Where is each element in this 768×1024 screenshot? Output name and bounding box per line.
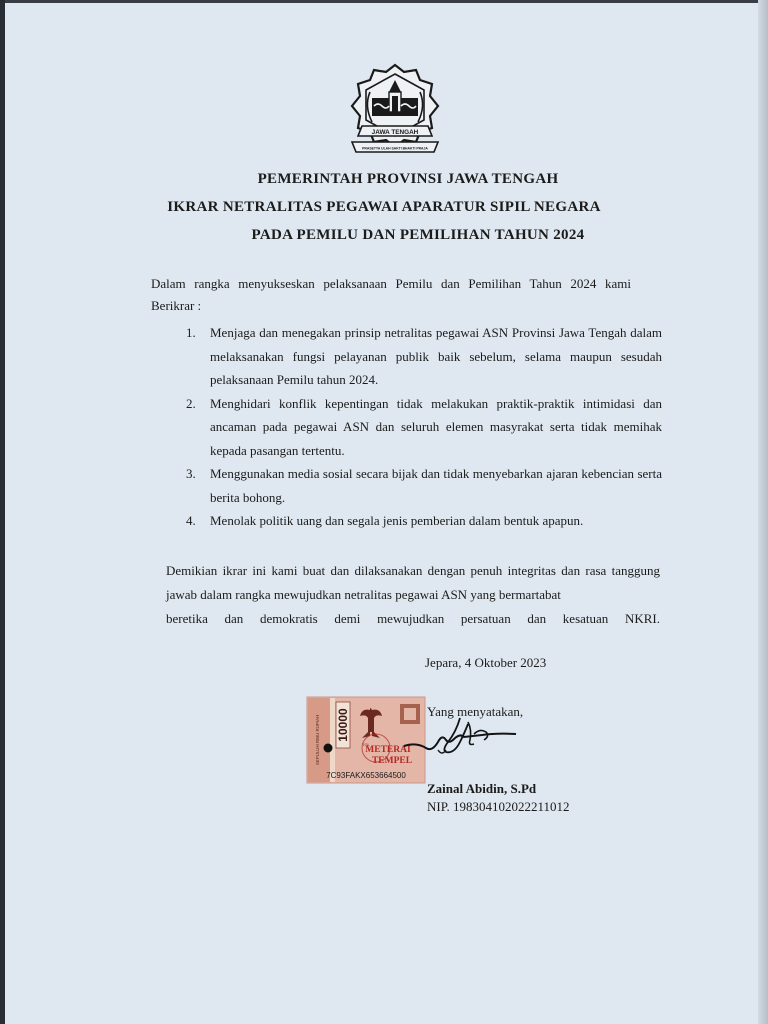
closing-body: Demikian ikrar ini kami buat dan dilaksanakan dengan penuh integritas dan rasa tanggung jawab dalam rangka mewujudkan netralitas pegawai ASN yang bermartabat xyxy=(166,563,660,602)
intro-paragraph xyxy=(151,273,631,317)
pledge-text: Menjaga dan menegakan prinsip netralitas pegawai ASN Provinsi Jawa Tengah dalam melaksanakan fungsi pelayanan publik baik sebelum, selama maupun sesudah pelaksanaan Pemilu tahun 2024. xyxy=(210,325,662,387)
closing-paragraph xyxy=(166,559,660,631)
pledge-item xyxy=(168,321,662,392)
pledge-item xyxy=(168,392,662,463)
header-line-2: IKRAR NETRALITAS PEGAWAI APARATUR SIPIL NEGARA xyxy=(167,199,601,215)
scan-top-edge xyxy=(0,0,768,3)
intro-line-1: Dalam rangka menyukseskan pelaksanaan Pemilu dan Pemilihan Tahun 2024 kami xyxy=(151,276,631,291)
handwritten-signature xyxy=(398,712,520,762)
intro-line-2: Berikrar : xyxy=(151,298,202,313)
stamp-label-2: TEMPEL xyxy=(371,756,413,766)
signer-nip: NIP. 198304102022211012 xyxy=(427,799,570,814)
pledge-number: 2. xyxy=(186,395,196,411)
stamp-tgl: TGL xyxy=(362,742,370,747)
stamp-serial: 7C93FAKX653664500 xyxy=(326,771,406,780)
header-line-1: PEMERINTAH PROVINSI JAWA TENGAH xyxy=(257,171,559,187)
emblem-banner-text: JAWA TENGAH xyxy=(371,129,419,137)
place-date: Jepara, 4 Oktober 2023 xyxy=(425,655,547,670)
signer-name: Zainal Abidin, S.Pd xyxy=(427,781,537,796)
emblem-motto-text: PRASETYA ULAH SAKTI BHAKTI PRAJA xyxy=(362,146,428,151)
pledge-text: Menghidari konflik kepentingan tidak melakukan praktik-praktik intimidasi dan ancaman pada pegawai ASN dan seluruh elemen masyrakat serta tidak memihak kepada pasangan tertentu. xyxy=(210,395,662,458)
jawa-tengah-emblem xyxy=(348,62,442,158)
header-line-3: PADA PEMILU DAN PEMILIHAN TAHUN 2024 xyxy=(251,227,585,243)
statement-text: Yang menyatakan, xyxy=(427,704,524,719)
stamp-label-1: METERAI xyxy=(365,745,411,755)
pledge-list xyxy=(168,321,662,533)
pledge-item xyxy=(168,462,662,509)
closing-last-line: beretika dan demokratis demi mewujudkan persatuan dan kesatuan NKRI. xyxy=(166,611,660,626)
pledge-number: 4. xyxy=(186,513,196,528)
pledge-number: 3. xyxy=(186,466,196,481)
stamp-value: 10000 xyxy=(336,708,350,742)
pledge-text: Menolak politik uang dan segala jenis pemberian dalam bentuk apapun. xyxy=(210,513,584,528)
pledge-number: 1. xyxy=(186,325,196,340)
scan-left-edge xyxy=(0,0,5,1024)
pledge-text: Menggunakan media sosial secara bijak dan tidak menyebarkan ajaran kebencian serta berita bohong. xyxy=(210,466,662,505)
pledge-item xyxy=(168,509,662,533)
scan-right-edge xyxy=(758,0,768,1024)
stamp-side-text: SEPULUH RIBU RUPIAH xyxy=(315,714,320,766)
